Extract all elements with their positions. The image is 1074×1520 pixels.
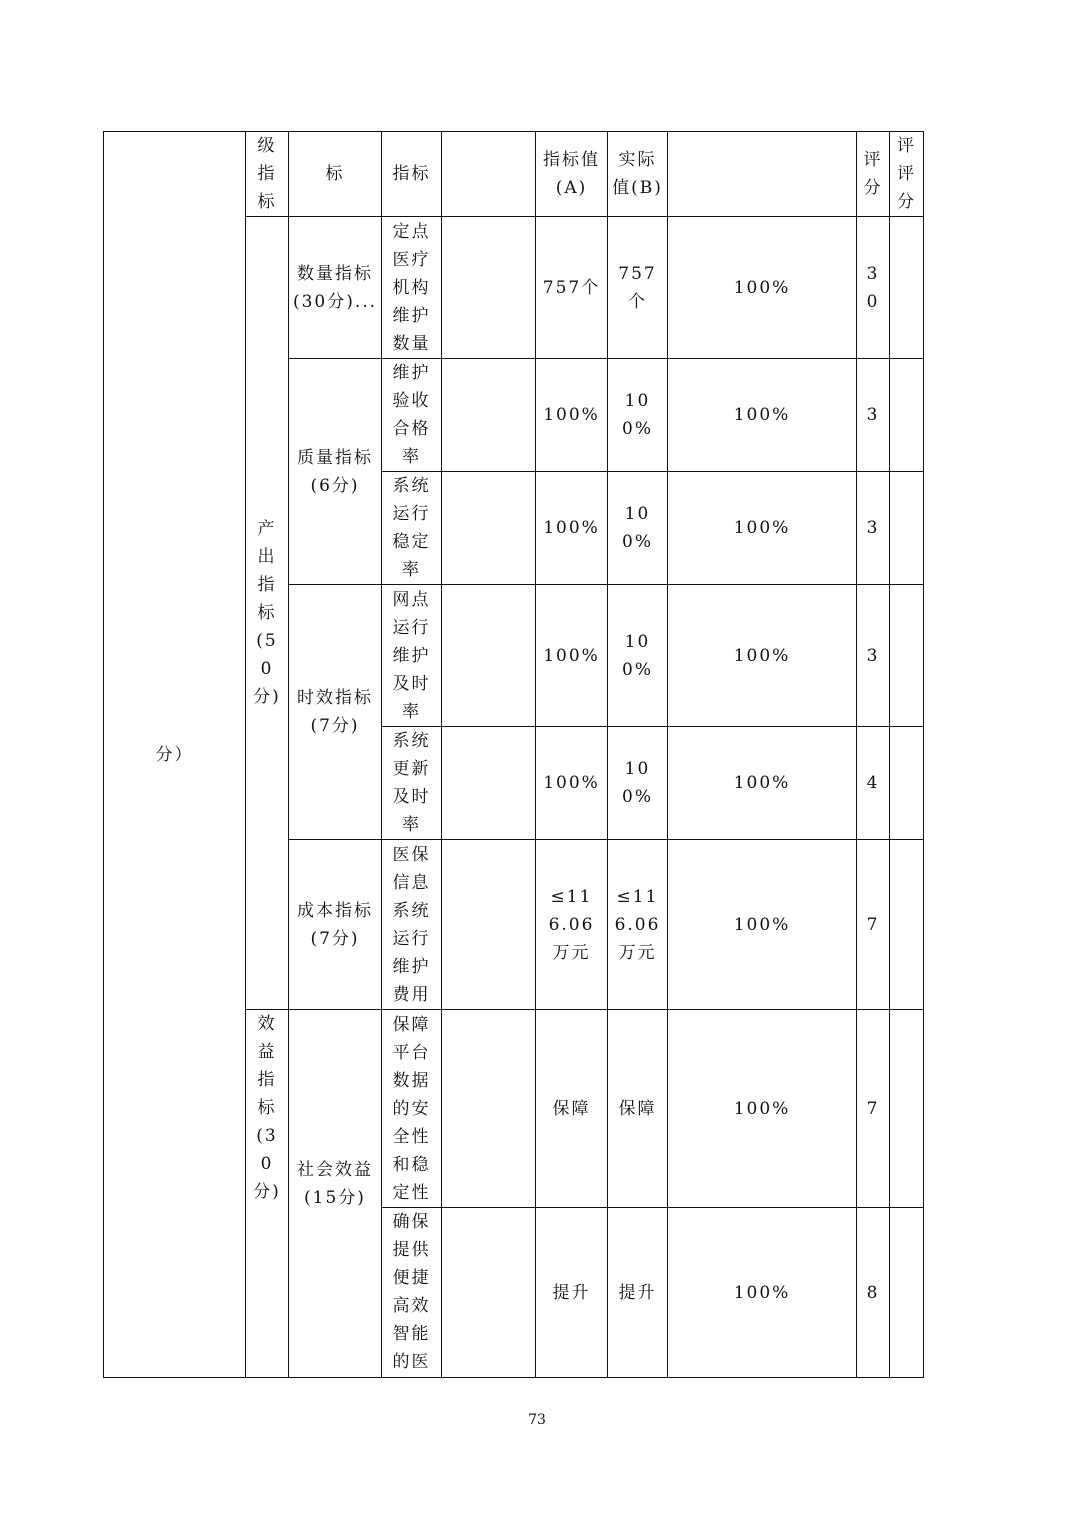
- blank-cell: [442, 1208, 536, 1378]
- blank-cell: [442, 727, 536, 840]
- completion-rate-cell: 100%: [668, 217, 857, 359]
- subgroup-quantity-label: 数量指标(30分)...: [289, 217, 382, 359]
- score-cell: 3: [857, 585, 890, 727]
- evaluation-cell: [890, 217, 924, 359]
- subgroup-timeliness-label: 时效指标(7分): [289, 585, 382, 840]
- actual-value-cell: 757个: [608, 217, 668, 359]
- indicator-cell: 医保信息系统运行维护费用: [382, 840, 442, 1010]
- target-value-cell: 100%: [536, 727, 608, 840]
- evaluation-cell: [890, 585, 924, 727]
- blank-cell: [442, 585, 536, 727]
- blank-cell: [442, 472, 536, 585]
- target-value-cell: 100%: [536, 472, 608, 585]
- completion-rate-cell: 100%: [668, 472, 857, 585]
- target-value-cell: 100%: [536, 585, 608, 727]
- target-value-cell: 100%: [536, 359, 608, 472]
- header-col2: 级指标: [246, 132, 289, 217]
- completion-rate-cell: 100%: [668, 1208, 857, 1378]
- subgroup-social-label: 社会效益(15分): [289, 1010, 382, 1378]
- completion-rate-cell: 100%: [668, 1010, 857, 1208]
- indicator-cell: 确保提供便捷高效智能的医: [382, 1208, 442, 1378]
- header-col1: 分）: [104, 132, 246, 1378]
- score-cell: 8: [857, 1208, 890, 1378]
- header-col4: 指标: [382, 132, 442, 217]
- header-col-actual: 实际值(B): [608, 132, 668, 217]
- score-cell: 7: [857, 840, 890, 1010]
- actual-value-cell: 100%: [608, 727, 668, 840]
- target-value-cell: 提升: [536, 1208, 608, 1378]
- evaluation-cell: [890, 840, 924, 1010]
- indicator-cell: 定点医疗机构维护数量: [382, 217, 442, 359]
- table-header-row: [104, 132, 924, 217]
- score-cell: 3: [857, 472, 890, 585]
- actual-value-cell: ≤116.06万元: [608, 840, 668, 1010]
- evaluation-cell: [890, 727, 924, 840]
- performance-table: [103, 131, 924, 1378]
- blank-cell: [442, 359, 536, 472]
- actual-value-cell: 保障: [608, 1010, 668, 1208]
- header-col3: 标: [289, 132, 382, 217]
- completion-rate-cell: 100%: [668, 359, 857, 472]
- header-col-target: 指标值(A): [536, 132, 608, 217]
- score-cell: 3: [857, 359, 890, 472]
- header-col-evaluation: 评评分: [890, 132, 924, 217]
- completion-rate-cell: 100%: [668, 585, 857, 727]
- blank-cell: [442, 1010, 536, 1208]
- indicator-cell: 保障平台数据的安全性和稳定性: [382, 1010, 442, 1208]
- completion-rate-cell: 100%: [668, 840, 857, 1010]
- target-value-cell: 保障: [536, 1010, 608, 1208]
- score-cell: 7: [857, 1010, 890, 1208]
- header-col5: [442, 132, 536, 217]
- actual-value-cell: 100%: [608, 585, 668, 727]
- target-value-cell: 757个: [536, 217, 608, 359]
- score-cell: 30: [857, 217, 890, 359]
- evaluation-cell: [890, 359, 924, 472]
- indicator-cell: 系统更新及时率: [382, 727, 442, 840]
- score-cell: 4: [857, 727, 890, 840]
- evaluation-cell: [890, 1208, 924, 1378]
- group-output-label: 产出指标(50分): [246, 217, 289, 1010]
- indicator-cell: 系统运行稳定率: [382, 472, 442, 585]
- actual-value-cell: 100%: [608, 359, 668, 472]
- subgroup-cost-label: 成本指标(7分): [289, 840, 382, 1010]
- subgroup-quality-label: 质量指标(6分): [289, 359, 382, 585]
- actual-value-cell: 提升: [608, 1208, 668, 1378]
- completion-rate-cell: 100%: [668, 727, 857, 840]
- blank-cell: [442, 217, 536, 359]
- evaluation-cell: [890, 472, 924, 585]
- target-value-cell: ≤116.06万元: [536, 840, 608, 1010]
- blank-cell: [442, 840, 536, 1010]
- header-col8: [668, 132, 857, 217]
- evaluation-cell: [890, 1010, 924, 1208]
- indicator-cell: 维护验收合格率: [382, 359, 442, 472]
- indicator-cell: 网点运行维护及时率: [382, 585, 442, 727]
- header-col-score: 评分: [857, 132, 890, 217]
- actual-value-cell: 100%: [608, 472, 668, 585]
- group-benefit-label: 效益指标(30分): [246, 1010, 289, 1378]
- page-number: 73: [528, 1412, 546, 1428]
